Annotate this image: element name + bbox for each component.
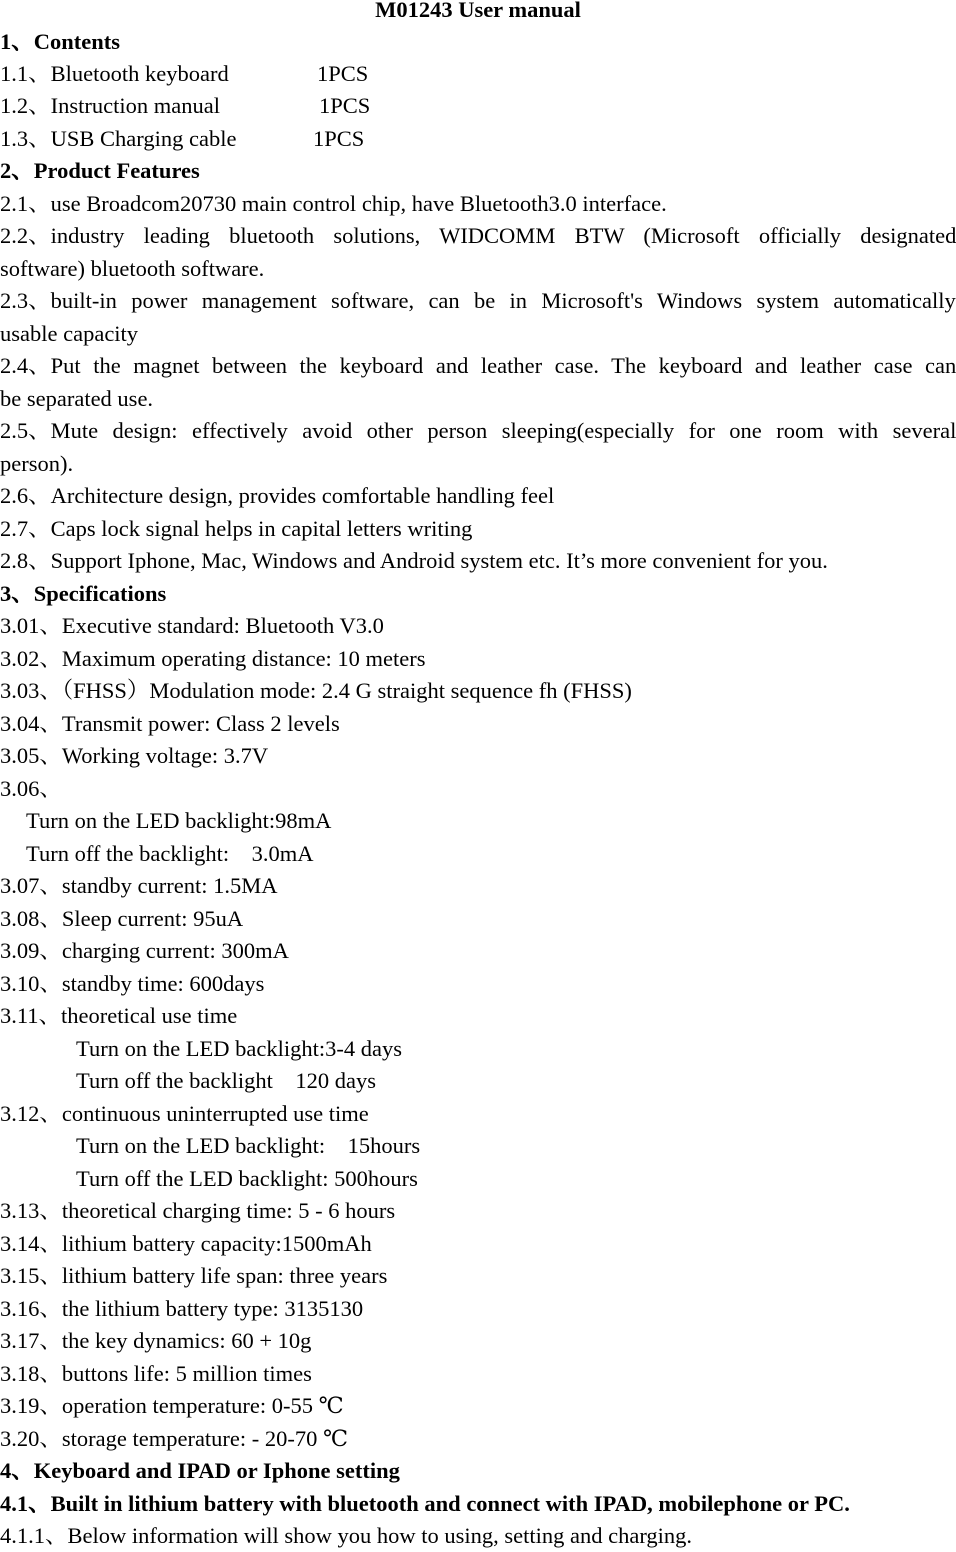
- spec-line: 3.15、lithium battery life span: three years: [0, 1263, 388, 1288]
- spec-line: 3.08、Sleep current: 95uA: [0, 906, 244, 931]
- section-heading-features: 2、Product Features: [0, 158, 200, 183]
- contents-item: [0, 58, 369, 90]
- spec-line: 3.14、lithium battery capacity:1500mAh: [0, 1231, 372, 1256]
- spec-line: 3.12、continuous uninterrupted use time: [0, 1101, 369, 1126]
- spec-line: 3.18、buttons life: 5 million times: [0, 1361, 312, 1386]
- spec-line: 3.05、Working voltage: 3.7V: [0, 743, 269, 768]
- spec-subline: Turn off the backlight: 3.0mA: [26, 841, 314, 866]
- contents-item-label: 1.2、Instruction manual: [0, 93, 220, 118]
- feature-line: 2.7、Caps lock signal helps in capital letters writing: [0, 516, 473, 541]
- page-title: M01243 User manual: [375, 0, 581, 22]
- spec-line: 3.03、（FHSS）Modulation mode: 2.4 G straight sequence fh (FHSS): [0, 678, 632, 703]
- spec-line: 3.06、: [0, 776, 62, 801]
- section-heading-contents: 1、Contents: [0, 29, 121, 54]
- setting-line: 4.1.1、Below information will show you how to using, setting and charging.: [0, 1523, 693, 1548]
- contents-item: [0, 90, 371, 122]
- feature-line: be separated use.: [0, 386, 154, 411]
- contents-item-label: 1.1、Bluetooth keyboard: [0, 61, 229, 86]
- spec-line: 3.17、the key dynamics: 60 + 10g: [0, 1328, 312, 1353]
- contents-item-qty: 1PCS: [319, 93, 371, 118]
- spec-line: 3.10、standby time: 600days: [0, 971, 265, 996]
- section-heading-setting: 4、Keyboard and IPAD or Iphone setting: [0, 1458, 400, 1483]
- spec-line: 3.04、Transmit power: Class 2 levels: [0, 711, 340, 736]
- spec-line: 3.13、theoretical charging time: 5 - 6 hours: [0, 1198, 396, 1223]
- feature-line: 2.4、Put the magnet between the keyboard and leather case. The keyboard and leather case can: [0, 353, 956, 378]
- feature-line: 2.3、built-in power management software, can be in Microsoft's Windows system automatically: [0, 288, 956, 313]
- spec-subline: Turn on the LED backlight:3-4 days: [76, 1036, 403, 1061]
- contents-item-qty: 1PCS: [313, 126, 365, 151]
- feature-line: 2.1、use Broadcom20730 main control chip, have Bluetooth3.0 interface.: [0, 191, 667, 216]
- section-heading-specifications: 3、Specifications: [0, 581, 167, 606]
- feature-line: 2.2、industry leading bluetooth solutions, WIDCOMM BTW (Microsoft officially designated: [0, 223, 956, 248]
- feature-line: software) bluetooth software.: [0, 256, 265, 281]
- feature-line: 2.5、Mute design: effectively avoid other person sleeping(especially for one room with several: [0, 418, 956, 443]
- feature-line: 2.8、Support Iphone, Mac, Windows and Android system etc. It’s more convenient for you.: [0, 548, 828, 573]
- spec-line: 3.09、charging current: 300mA: [0, 938, 289, 963]
- feature-line: 2.6、Architecture design, provides comfortable handling feel: [0, 483, 555, 508]
- contents-item: [0, 123, 365, 155]
- spec-line: 3.16、the lithium battery type: 3135130: [0, 1296, 364, 1321]
- spec-line: 3.07、standby current: 1.5MA: [0, 873, 278, 898]
- spec-subline: Turn on the LED backlight:98mA: [26, 808, 332, 833]
- spec-line: 3.02、Maximum operating distance: 10 meters: [0, 646, 426, 671]
- spec-line: 3.19、operation temperature: 0-55 ℃: [0, 1393, 344, 1418]
- spec-subline: Turn on the LED backlight: 15hours: [76, 1133, 421, 1158]
- contents-item-qty: 1PCS: [317, 61, 369, 86]
- feature-line: person).: [0, 451, 74, 476]
- spec-subline: Turn off the backlight 120 days: [76, 1068, 376, 1093]
- contents-item-label: 1.3、USB Charging cable: [0, 126, 237, 151]
- spec-subline: Turn off the LED backlight: 500hours: [76, 1166, 418, 1191]
- subsection-heading: 4.1、Built in lithium battery with bluetooth and connect with IPAD, mobilephone or PC.: [0, 1491, 850, 1516]
- spec-line: 3.01、Executive standard: Bluetooth V3.0: [0, 613, 384, 638]
- spec-line: 3.11、theoretical use time: [0, 1003, 238, 1028]
- spec-line: 3.20、storage temperature: - 20-70 ℃: [0, 1426, 349, 1451]
- feature-line: usable capacity: [0, 321, 139, 346]
